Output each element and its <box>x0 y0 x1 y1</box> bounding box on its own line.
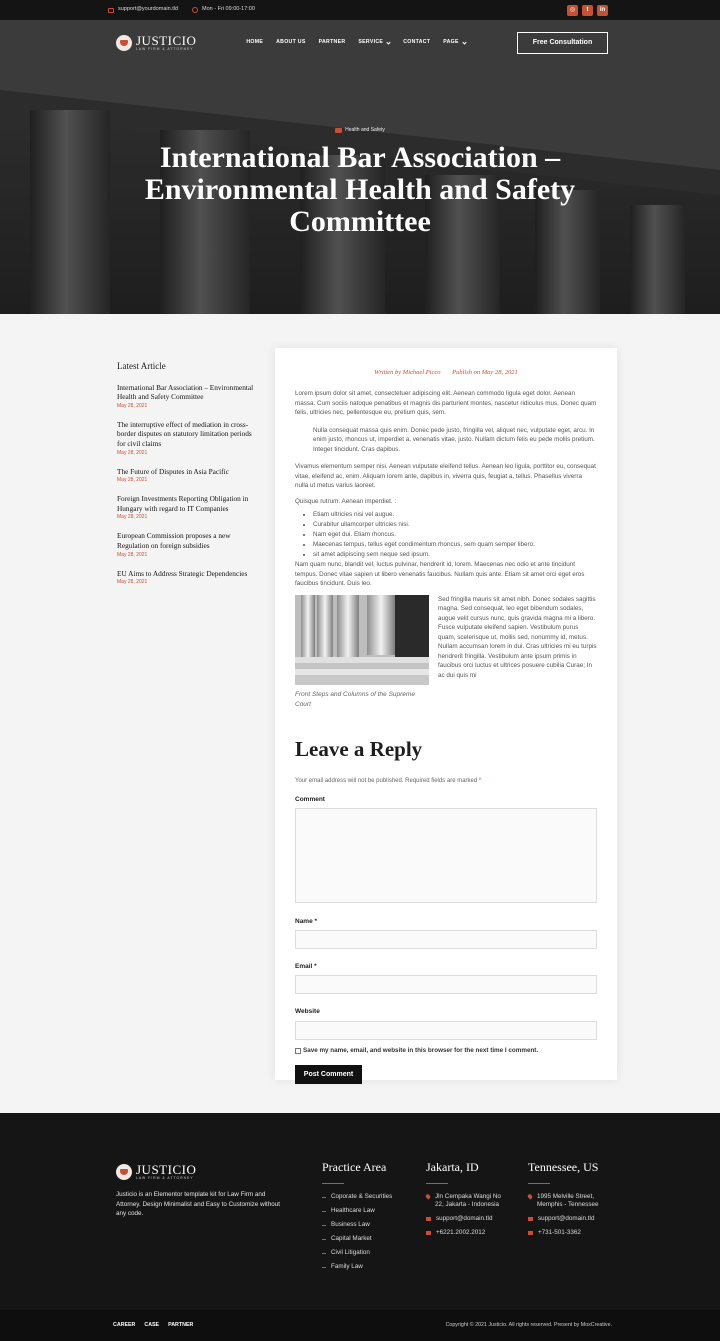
sidebar-article-title[interactable]: International Bar Association – Environmental Health and Safety Committee <box>117 382 254 402</box>
footer-link[interactable] <box>322 1193 417 1202</box>
footer-heading: Practice Area <box>322 1160 387 1174</box>
footer-link[interactable] <box>322 1235 417 1244</box>
footer-address <box>528 1193 608 1210</box>
article-figure-block <box>295 595 597 710</box>
sidebar-article[interactable] <box>117 494 262 521</box>
envelope-icon <box>528 1217 533 1221</box>
article-blockquote: Nulla consequat massa quis enim. Donec pede justo, fringilla vel, aliquet nec, vulputate eget, arcu. In enim justo, rhoncus ut, imperdiet a, venenatis vitae, justo. Nullam dictum felis eu pede mollis pretium. Integer tincidunt. Cras dapibus. <box>313 426 595 453</box>
sidebar-heading: Latest Article <box>117 361 166 371</box>
website-label: Website <box>295 1008 320 1016</box>
post-date: Publish on May 28, 2021 <box>452 369 518 376</box>
name-input[interactable] <box>295 930 597 949</box>
footer-email[interactable] <box>528 1215 608 1224</box>
list-item: • Etiam ultricies nisi vel augue. <box>313 510 597 520</box>
footer-link[interactable] <box>322 1249 417 1258</box>
footer-link[interactable] <box>322 1207 417 1216</box>
article-paragraph: Vivamus elementum semper nisi. Aenean vulputate eleifend tellus. Aenean leo ligula, porttitor eu, consequat vitae, eleifend ac, enim. Aliquam lorem ante, dapibus in, viverra quis, feugiat a, tellus. Phasellus viverra nulla ut metus varius laoreet. <box>295 463 596 490</box>
sidebar-article[interactable] <box>117 531 262 558</box>
sidebar-article-title[interactable]: European Commission proposes a new Regulation on foreign subsidies <box>117 531 231 550</box>
save-info-label: Save my name, email, and website in this browser for the next time I comment. <box>303 1046 539 1054</box>
hero <box>0 20 720 314</box>
sidebar-article[interactable] <box>117 569 262 587</box>
envelope-icon <box>108 8 114 13</box>
phone-icon <box>528 1231 533 1235</box>
list-item: • Maecenas tempus, tellus eget condimentum rhoncus, sem quam semper libero. <box>313 540 597 550</box>
footer-phone[interactable] <box>528 1229 608 1238</box>
sidebar-article-title[interactable]: Foreign Investments Reporting Obligation in Hungary with regard to IT Companies <box>117 494 249 513</box>
nav-partner[interactable]: PARTNER <box>318 39 346 46</box>
folder-icon <box>335 128 342 133</box>
sidebar-article-date: May 28, 2021 <box>117 402 148 409</box>
footer-link-label: Coporate & Securities <box>331 1192 393 1200</box>
twitter-icon[interactable]: t <box>582 5 593 16</box>
nav-page-label: PAGE <box>443 39 459 46</box>
heading-underline <box>426 1183 448 1184</box>
article-paragraph: Lorem ipsum dolor sit amet, consectetuer adipiscing elit. Aenean commodo ligula eget dolor. Aenean massa. Cum sociis natoque penatibus et magnis dis parturient montes, nascetur ridiculus mus. Donec quam felis, ultricies nec, pellentesque eu, pretium quis, sem. <box>295 390 597 417</box>
email-input[interactable] <box>295 975 597 994</box>
bottom-bar <box>0 1310 720 1341</box>
phone-text: +6221.2002.2012 <box>436 1229 486 1237</box>
footer-email[interactable] <box>426 1215 506 1224</box>
main-nav <box>0 26 720 60</box>
footer-link[interactable] <box>322 1221 417 1230</box>
reply-note-text: Your email address will not be published. Required fields are marked <box>295 777 478 784</box>
email-text: support@domain.tld <box>436 1215 493 1223</box>
post-meta <box>295 368 597 377</box>
chevron-down-icon <box>462 40 466 44</box>
list-item: • sit amet adipiscing sem neque sed ipsum. <box>313 550 597 560</box>
footer-address <box>426 1193 506 1210</box>
sidebar-article-title[interactable]: The interruptive effect of mediation in cross-border disputes on statutory limitation periods for civil claims <box>117 419 252 448</box>
clock-icon <box>192 7 198 13</box>
heading-underline <box>322 1183 344 1184</box>
logo-name: JUSTICIO <box>136 1162 197 1177</box>
footer-practice-area <box>322 1159 417 1277</box>
website-input[interactable] <box>295 1021 597 1040</box>
sidebar <box>117 360 262 596</box>
sidebar-article-title[interactable]: The Future of Disputes in Asia Pacific <box>117 466 229 476</box>
list-item: • Nam eget dui. Etiam rhoncus. <box>313 530 597 540</box>
email-text: support@domain.tld <box>538 1215 595 1223</box>
nav-contact[interactable]: CONTACT <box>403 39 431 46</box>
sidebar-article-date: May 28, 2021 <box>117 477 148 484</box>
partner-link[interactable]: PARTNER <box>168 1321 194 1328</box>
footer-link-label: Family Law <box>331 1262 363 1270</box>
linkedin-icon[interactable]: in <box>597 5 608 16</box>
footer-phone[interactable] <box>426 1229 506 1238</box>
post-author[interactable]: Written by Michael Picco <box>374 369 441 376</box>
post-category-label: Health and Safety <box>345 127 385 133</box>
article-paragraph: Quisque rutrum. Aenean imperdiet. : <box>295 497 397 505</box>
footer-heading: Jakarta, ID <box>426 1160 479 1174</box>
article-list <box>313 510 597 560</box>
logo-tagline: LAW FIRM & ATTORNEY <box>136 47 194 52</box>
reply-note <box>295 777 597 785</box>
scales-logo-icon <box>116 1164 132 1180</box>
footer-tennessee <box>528 1159 608 1243</box>
name-label: Name * <box>295 918 318 926</box>
nav-service[interactable] <box>358 39 390 46</box>
scales-logo-icon <box>116 35 132 51</box>
footer-logo[interactable] <box>116 1163 288 1180</box>
dash-icon <box>322 1267 326 1268</box>
footer-jakarta <box>426 1159 506 1243</box>
dash-icon <box>322 1211 326 1212</box>
logo[interactable] <box>116 34 196 51</box>
article-figure <box>295 595 429 710</box>
topbar-email[interactable]: support@yourdomain.tld <box>108 6 178 14</box>
bottom-links <box>113 1322 193 1329</box>
footer-about <box>116 1163 288 1219</box>
address-text: 1995 Melville Street, Memphis - Tennessee <box>537 1192 599 1209</box>
article-card <box>275 348 617 1080</box>
topbar-hours: Mon - Fri 09:00-17:00 <box>192 6 255 14</box>
reply-heading: Leave a Reply <box>295 737 423 762</box>
career-link[interactable]: CAREER <box>113 1321 136 1328</box>
dash-icon <box>322 1197 326 1198</box>
heading-underline <box>528 1183 550 1184</box>
page-title: International Bar Association – Environmental Health and Safety Committee <box>144 141 576 238</box>
map-pin-icon <box>527 1193 533 1199</box>
sidebar-article-date: May 28, 2021 <box>117 579 148 586</box>
top-bar <box>0 0 720 20</box>
dash-icon <box>322 1253 326 1254</box>
footer-link-label: Civil Litigation <box>331 1248 370 1256</box>
footer <box>0 1113 720 1310</box>
email-label: Email * <box>295 963 317 971</box>
logo-name: JUSTICIO <box>136 33 197 49</box>
dash-icon <box>322 1225 326 1226</box>
address-text: Jln Cempaka Wangi No 22, Jakarta - Indonesia <box>435 1192 501 1209</box>
footer-heading: Tennessee, US <box>528 1160 599 1174</box>
supreme-court-steps-image <box>295 595 429 685</box>
main-content <box>0 314 720 1113</box>
post-category[interactable] <box>0 127 720 134</box>
footer-link-label: Business Law <box>331 1220 370 1228</box>
save-info-option <box>295 1047 597 1056</box>
sidebar-article[interactable] <box>117 420 262 457</box>
free-consultation-button[interactable]: Free Consultation <box>517 32 608 54</box>
nav-home[interactable]: HOME <box>246 39 264 46</box>
post-comment-button[interactable]: Post Comment <box>295 1065 362 1084</box>
nav-service-label: SERVICE <box>358 39 384 46</box>
phone-text: +731-501-3362 <box>538 1229 581 1237</box>
sidebar-article-date: May 28, 2021 <box>117 514 148 521</box>
phone-icon <box>426 1231 431 1235</box>
nav-page[interactable] <box>443 39 466 46</box>
sidebar-article-date: May 28, 2021 <box>117 551 148 558</box>
chevron-down-icon <box>387 40 391 44</box>
logo-tagline: LAW FIRM & ATTORNEY <box>136 1176 194 1180</box>
nav-menu <box>246 39 465 46</box>
social-links <box>567 5 608 16</box>
nav-about-us[interactable]: ABOUT US <box>276 39 306 46</box>
map-pin-icon <box>425 1193 431 1199</box>
list-item: • Curabitur ullamcorper ultricies nisi. <box>313 520 597 530</box>
envelope-icon <box>426 1217 431 1221</box>
comment-textarea[interactable] <box>295 808 597 903</box>
sidebar-article-date: May 28, 2021 <box>117 449 148 456</box>
comment-label: Comment <box>295 796 325 804</box>
sidebar-article[interactable] <box>117 467 262 485</box>
sidebar-article[interactable] <box>117 383 262 410</box>
instagram-icon[interactable]: ◎ <box>567 5 578 16</box>
footer-link-label: Healthcare Law <box>331 1206 375 1214</box>
footer-description: Justicio is an Elementor template kit for Law Firm and Attorney. Design Minimalist and Easy to Customize without any code. <box>116 1191 281 1218</box>
case-link[interactable]: CASE <box>144 1321 160 1328</box>
article-paragraph: Sed fringilla mauris sit amet nibh. Donec sodales sagittis magna. Sed consequat, leo eget bibendum sodales, augue velit cursus nunc, quis gravida magna mi a libero. Fusce vulputate eleifend sapien. Vestibulum purus quam, scelerisque ut, mollis sed, nonummy id, metus. Nullam accumsan lorem in dui. Cras ultricies mi eu turpis hendrerit fringilla. Vestibulum ante ipsum primis in faucibus orci luctus et ultrices posuere cubilia Curae; In ac dui quis mi <box>438 595 597 679</box>
figure-caption: Front Steps and Columns of the Supreme Court <box>295 691 415 708</box>
required-mark: * <box>478 777 482 784</box>
footer-link-label: Capital Market <box>331 1234 372 1242</box>
copyright: Copyright © 2021 Justicio. All rights reserved. Present by MoxCreative. <box>445 1321 612 1328</box>
footer-link[interactable] <box>322 1263 417 1272</box>
dash-icon <box>322 1239 326 1240</box>
sidebar-article-title[interactable]: EU Aims to Address Strategic Dependencies <box>117 568 248 578</box>
article-paragraph: Nam quam nunc, blandit vel, luctus pulvinar, hendrerit id, lorem. Maecenas nec odio et ante tincidunt tempus. Donec vitae sapien ut libero venenatis faucibus. Nullam quis ante. Etiam sit amet orci eget eros faucibus tincidunt. Duis leo. <box>295 561 585 588</box>
save-info-checkbox[interactable] <box>295 1048 301 1054</box>
